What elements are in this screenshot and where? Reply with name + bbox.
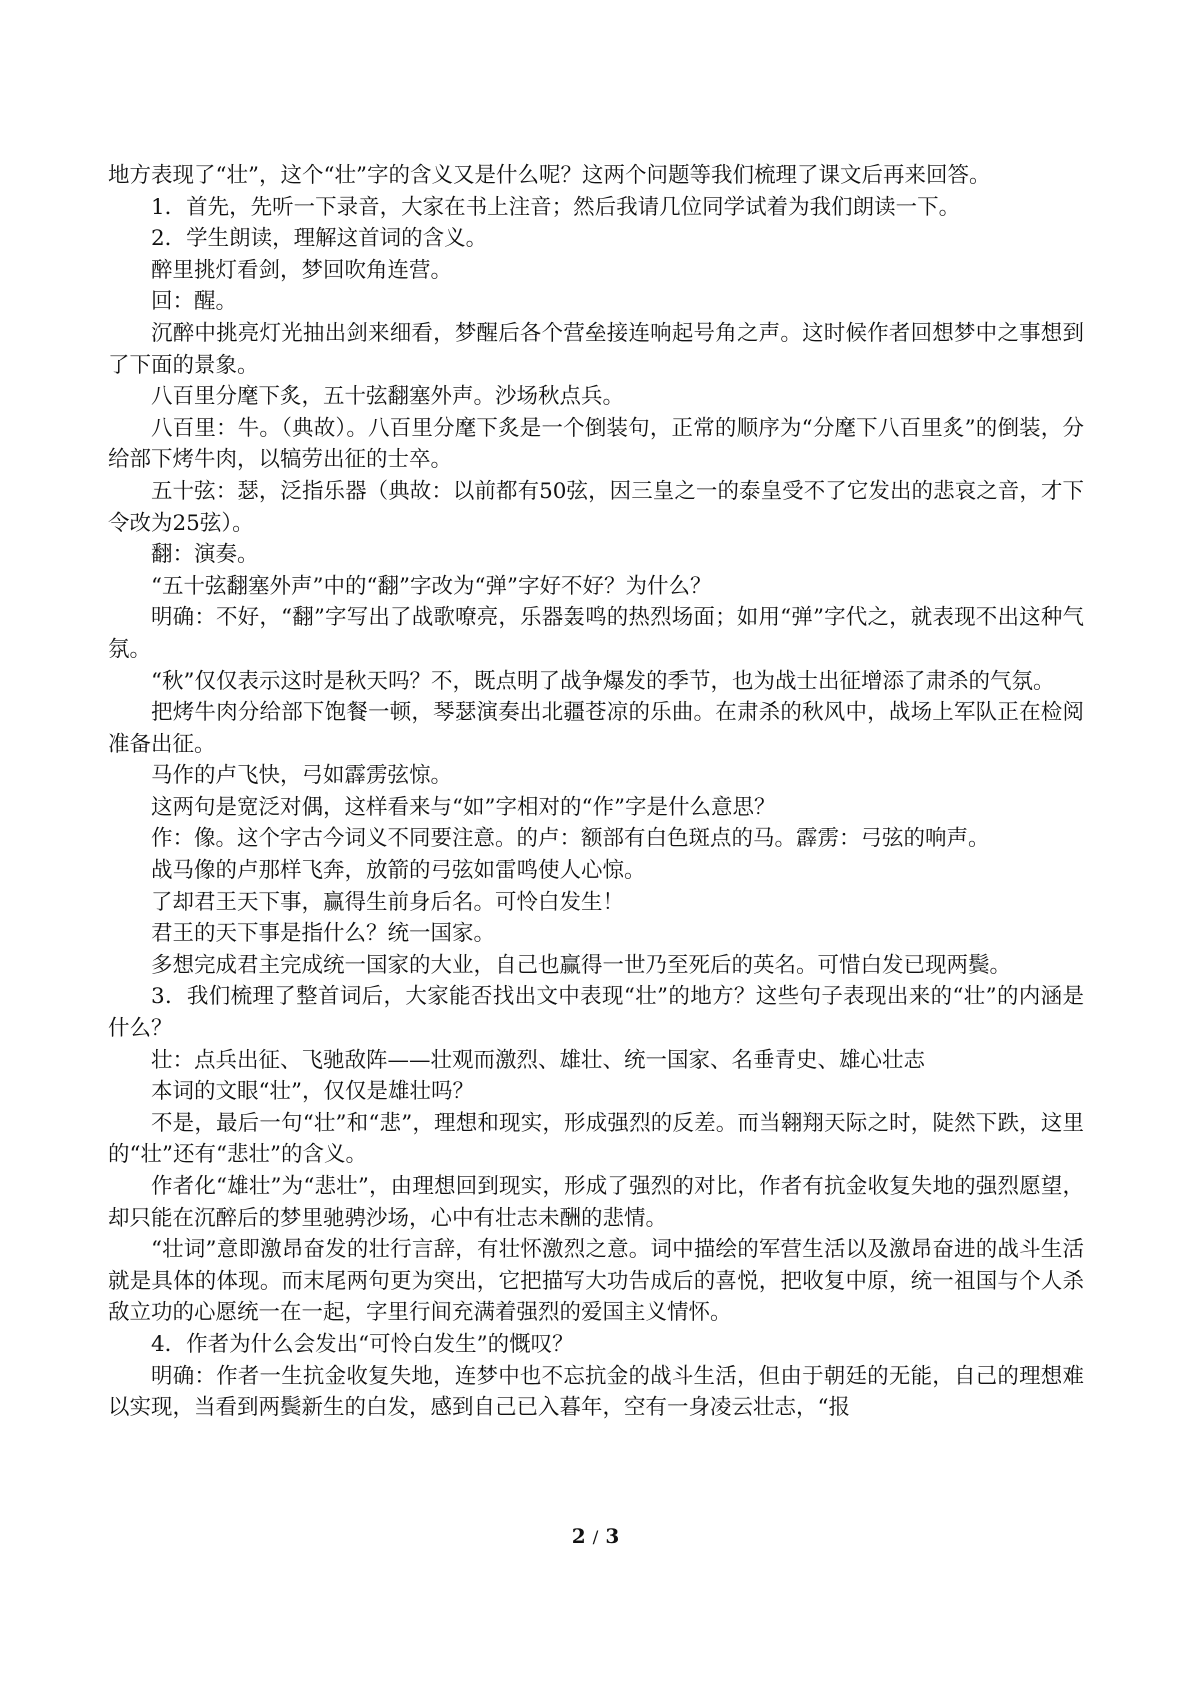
paragraph: 把烤牛肉分给部下饱餐一顿，琴瑟演奏出北疆苍凉的乐曲。在肃杀的秋风中，战场上军队正在检阅准备出征。	[108, 700, 1084, 757]
page-number	[0, 1524, 1191, 1548]
paragraph: 君王的天下事是指什么？统一国家。	[151, 921, 496, 947]
paragraph: 作：像。这个字古今词义不同要注意。的卢：额部有白色斑点的马。霹雳：弓弦的响声。	[151, 826, 990, 852]
paragraph: 醉里挑灯看剑，梦回吹角连营。	[151, 257, 453, 283]
paragraph: 明确：不好，“翻”字写出了战歌嘹亮，乐器轰鸣的热烈场面；如用“弹”字代之，就表现不出这种气氛。	[108, 605, 1084, 662]
page-separator: /	[592, 1528, 599, 1548]
paragraph: 1．首先，先听一下录音，大家在书上注音；然后我请几位同学试着为我们朗读一下。	[151, 194, 961, 220]
paragraph: 明确：作者一生抗金收复失地，连梦中也不忘抗金的战斗生活，但由于朝廷的无能，自己的理想难以实现，当看到两鬓新生的白发，感到自己已入暮年，空有一身凌云壮志，“报	[108, 1363, 1084, 1421]
paragraph: 这两句是宽泛对偶，这样看来与“如”字相对的“作”字是什么意思？	[151, 794, 776, 820]
paragraph: 沉醉中挑亮灯光抽出剑来细看，梦醒后各个营垒接连响起号角之声。这时候作者回想梦中之事想到了下面的景象。	[108, 320, 1084, 378]
paragraph: 地方表现了“壮”，这个“壮”字的含义又是什么呢？这两个问题等我们梳理了课文后再来回答。	[108, 163, 991, 188]
paragraph: 2．学生朗读，理解这首词的含义。	[151, 226, 488, 252]
paragraph: 本词的文眼“壮”，仅仅是雄壮吗？	[151, 1079, 474, 1105]
paragraph: 回：醒。	[151, 289, 238, 315]
paragraph: 不是，最后一句“壮”和“悲”，理想和现实，形成强烈的反差。而当翱翔天际之时，陡然下跌，这里的“壮”还有“悲壮”的含义。	[108, 1110, 1084, 1168]
paragraph: “五十弦翻塞外声”中的“翻”字改为“弹”字好不好？为什么？	[151, 573, 712, 599]
paragraph: 多想完成君主完成统一国家的大业，自己也赢得一世乃至死后的英名。可惜白发已现两鬓。	[151, 952, 1012, 978]
paragraph: 五十弦：瑟，泛指乐器（典故：以前都有50弦，因三皇之一的泰皇受不了它发出的悲哀之音，才下令改为25弦）。	[108, 478, 1084, 536]
paragraph: 作者化“雄壮”为“悲壮”，由理想回到现实，形成了强烈的对比，作者有抗金收复失地的强烈愿望，却只能在沉醉后的梦里驰骋沙场，心中有壮志未酬的悲情。	[108, 1174, 1084, 1231]
paragraph: 4．作者为什么会发出“可怜白发生”的慨叹？	[151, 1331, 574, 1357]
paragraph: 战马像的卢那样飞奔，放箭的弓弦如雷鸣使人心惊。	[151, 858, 646, 884]
paragraph: 3．我们梳理了整首词后，大家能否找出文中表现“壮”的地方？这些句子表现出来的“壮”的内涵是什么？	[108, 984, 1084, 1042]
paragraph: 八百里：牛。（典故）。八百里分麾下炙是一个倒装句，正常的顺序为“分麾下八百里炙”的倒装，分给部下烤牛肉，以犒劳出征的士卒。	[108, 415, 1084, 473]
paragraph: 马作的卢飞快，弓如霹雳弦惊。	[151, 763, 453, 789]
paragraph: 翻：演奏。	[151, 542, 259, 568]
document-body	[108, 160, 1084, 1424]
total-page-count: 3	[605, 1524, 620, 1548]
paragraph: “秋”仅仅表示这时是秋天吗？不，既点明了战争爆发的季节，也为战士出征增添了肃杀的气氛。	[151, 668, 1055, 694]
paragraph: 了却君王天下事，赢得生前身后名。可怜白发生！	[151, 889, 625, 915]
paragraph: 壮：点兵出征、飞驰敌阵——壮观而激烈、雄壮、统一国家、名垂青史、雄心壮志	[151, 1047, 926, 1073]
paragraph: “壮词”意即激昂奋发的壮行言辞，有壮怀激烈之意。词中描绘的军营生活以及激昂奋进的战斗生活就是具体的体现。而末尾两句更为突出，它把描写大功告成后的喜悦，把收复中原，统一祖国与个人杀敌立功的心愿统一在一起，字里行间充满着强烈的爱国主义情怀。	[108, 1237, 1084, 1326]
current-page-number: 2	[571, 1524, 586, 1548]
paragraph: 八百里分麾下炙，五十弦翻塞外声。沙场秋点兵。	[151, 384, 625, 410]
